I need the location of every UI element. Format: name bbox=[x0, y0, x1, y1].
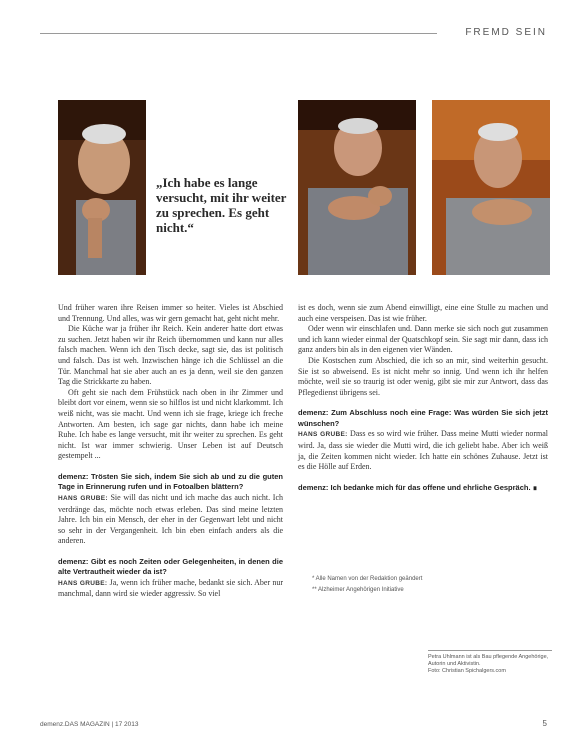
interview-closing: demenz: Ich bedanke mich für das offene und ehrliche Gespräch. ∎ bbox=[298, 482, 538, 492]
paragraph: Oft geht sie nach dem Frühstück nach oben in ihr Zimmer und bleibt dort vor einem, wenn sie so hilflos ist und nicht klarkommt. Ich weiß nicht, was sie macht. Und wenn ich sie frage, kriege ich freche Antworten. Am besten, ich sage gar nichts, dann habe ich meine Ruhe. Ich habe es lange versucht, mit ihr weiter zu sprechen. Es geht nicht. Ist war immer schwierig. Unser Leben ist auf Deutsch gestempelt ... bbox=[58, 387, 283, 461]
photo-portrait-2 bbox=[298, 100, 416, 275]
article-left-column bbox=[58, 303, 283, 600]
paragraph: Und früher waren ihre Reisen immer so heiter. Vieles ist Abschied und Trennung. Und alles, was wir gern gemacht hat, geht nicht mehr. bbox=[58, 303, 283, 323]
answer-text: Dass es so wird wie früher. Dass meine Mutti wieder normal wird. Ja, dass sie wieder die Mutti wird, die ich geliebt habe. Aber ich weiß ja, die Zeiten kommen nicht wieder. Ich hatte ein schönes Zuhause. Jetzt ist es die Hölle auf Erden. bbox=[298, 429, 548, 472]
paragraph: Die Kostschen zum Abschied, die ich so an mir, sind weiterhin gesucht. Sie ist so abweisend. Es ist nicht mehr so innig. Und wenn ich ihr helfen möchte, weil sie so traurig ist oder wenig, gibt sie mir zur Antwort, dass das Pflegedienst übrigens sei. bbox=[298, 355, 548, 397]
paragraph: Oder wenn wir einschlafen und. Dann merke sie sich noch gut zusammen und ich kann wieder einmal der Quatschkopf sein. Sie sagt mir dann, dass ich ganz anders bin als in den eigenen vier Wänden. bbox=[298, 324, 548, 355]
photo-portrait-1 bbox=[58, 100, 146, 275]
interview-answer bbox=[58, 578, 283, 600]
interview-answer bbox=[298, 429, 548, 472]
section-header bbox=[0, 27, 587, 39]
author-caption bbox=[428, 650, 552, 675]
pull-quote: „Ich habe es lange versucht, mit ihr weiter zu sprechen. Es geht nicht.“ bbox=[156, 175, 287, 235]
interview-answer bbox=[58, 493, 283, 547]
header-rule bbox=[40, 33, 437, 34]
footnote: ** Alzheimer Angehörigen Initiative bbox=[312, 587, 404, 593]
footer-publication: demenz.DAS MAGAZIN | 17 2013 bbox=[40, 721, 139, 728]
footnote: * Alle Namen von der Redaktion geändert bbox=[312, 576, 423, 582]
article-right-column bbox=[298, 303, 548, 493]
footnotes bbox=[312, 574, 547, 596]
page-number: 5 bbox=[542, 719, 547, 728]
caption-text: Petra Uhlmann ist als Bau pflegende Angehörige, Autorin und Aktivistin. bbox=[428, 654, 549, 667]
paragraph: ist es doch, wenn sie zum Abend einwilligt, eine eine Stulle zu machen und auch eine verspeisen. Das ist wie früher. bbox=[298, 303, 548, 323]
answer-text: Sie will das nicht und ich mache das auch nicht. Ich verdränge das, möchte noch etwas erleben. Das sind meine letzten Jahre. Ich bin ein Mensch, der eher in der Gegenwart lebt und nicht so sehr in der Vergangenheit. Ich bin eben einfach anders als die anderen. bbox=[58, 492, 283, 546]
interview-question: demenz: Trösten Sie sich, indem Sie sich ab und zu die guten Tage in Erinnerung rufen und in Fotoalben blättern? bbox=[58, 471, 283, 492]
photo-portrait-3 bbox=[432, 100, 550, 275]
paragraph: Die Küche war ja früher ihr Reich. Kein anderer hatte dort etwas zu suchen. Jetzt haben wir ihr Reich übernommen und kann nur alles falsch machen. Wenn ich den Tisch decke, sagt sie, das ist politisch und falsch. Das ist weh. Inzwischen hänge ich die Schlüssel an die Tür. Manchmal hat sie aber auch an es ja denn, weil sie den ganzen Tag die Strickkarte zu haben. bbox=[58, 324, 283, 387]
section-label: FREMD SEIN bbox=[465, 27, 547, 38]
speaker-label: HANS GRUBE: bbox=[58, 579, 108, 587]
interview-question: demenz: Zum Abschluss noch eine Frage: Was würden Sie sich jetzt wünschen? bbox=[298, 408, 548, 428]
answer-text: Ja, wenn ich früher mache, bedankt sie sich. Aber nur manchmal, dann wird sie wieder aggressiv. So viel bbox=[58, 577, 283, 599]
speaker-label: HANS GRUBE: bbox=[58, 494, 108, 502]
speaker-label: HANS GRUBE: bbox=[298, 431, 348, 439]
photo-credit: Foto: Christian Spichalgers.com bbox=[428, 668, 506, 674]
interview-question: demenz: Gibt es noch Zeiten oder Gelegenheiten, in denen die alte Vertrautheit wieder da ist? bbox=[58, 556, 283, 577]
